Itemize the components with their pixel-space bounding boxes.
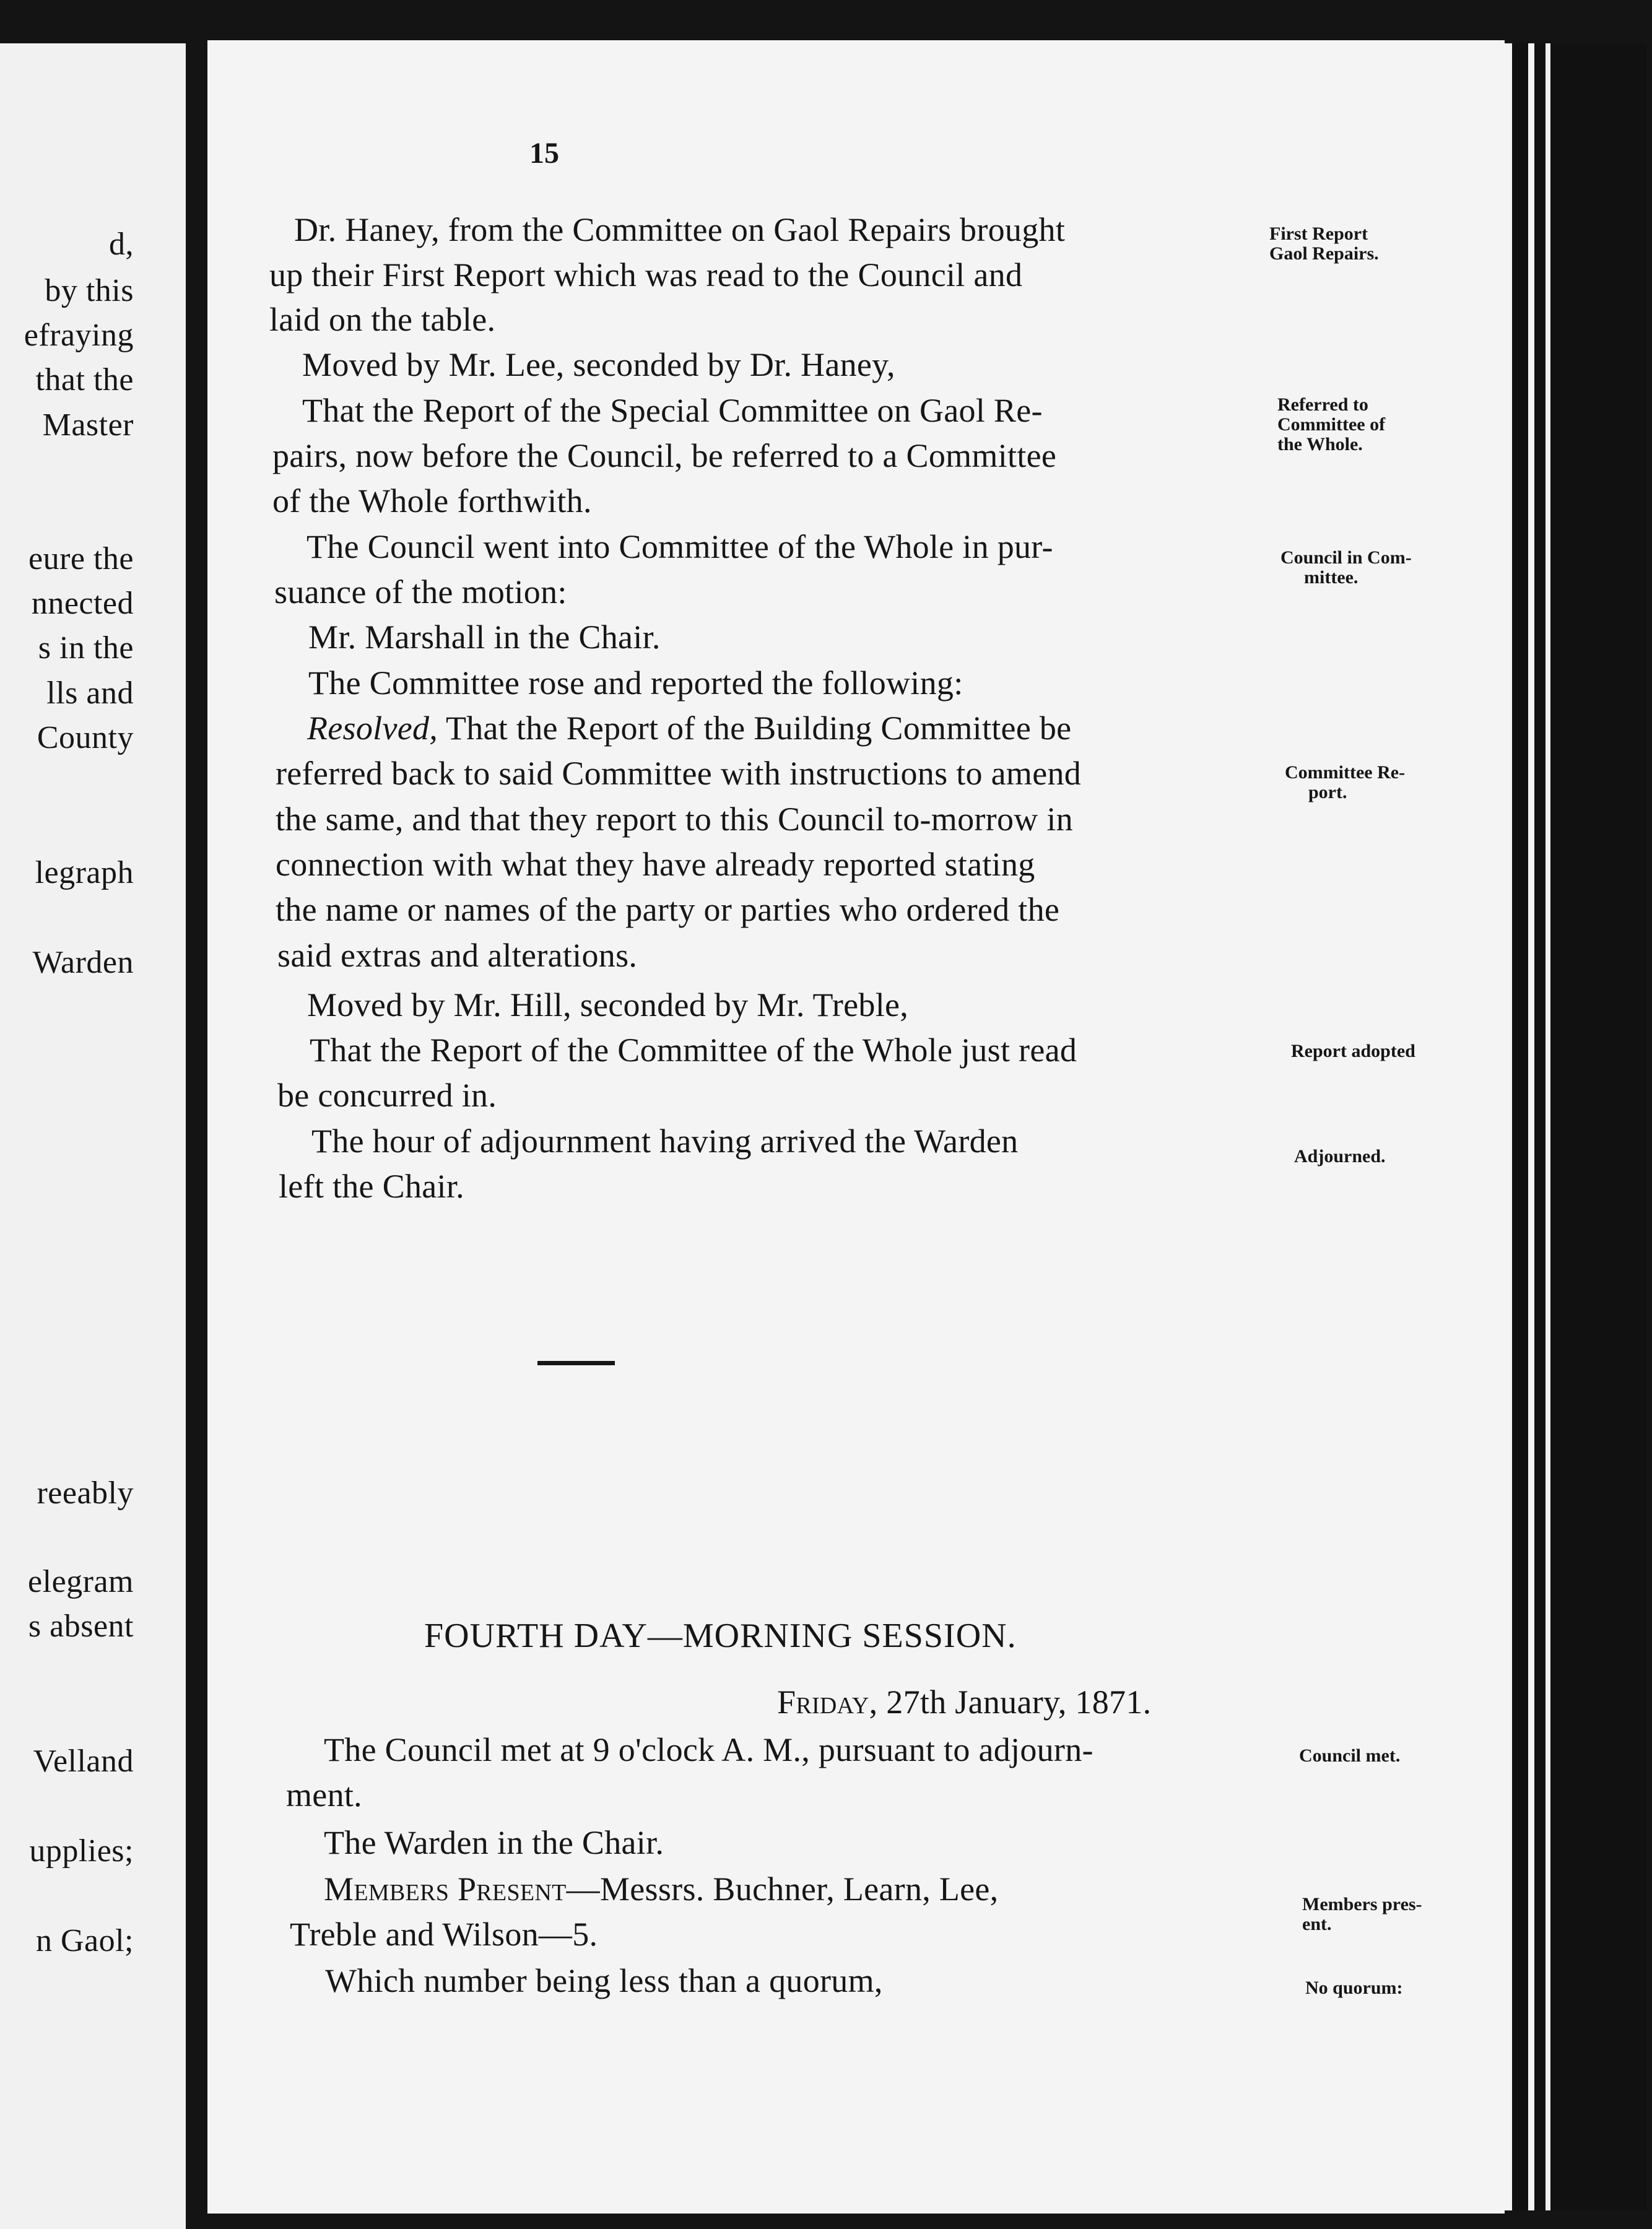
left-fragment: lls and <box>46 676 134 711</box>
page-number: 15 <box>529 137 559 170</box>
session-date <box>777 1683 1151 1721</box>
margin-note-line: Members pres- <box>1302 1894 1422 1914</box>
left-fragment: upplies; <box>29 1833 134 1869</box>
left-fragment: s absent <box>28 1609 134 1644</box>
margin-note-line: Council in Com- <box>1280 547 1412 568</box>
text-line: The Council went into Committee of the Whole in pur- <box>306 528 1053 565</box>
page-edge-right <box>1505 43 1647 2210</box>
resolved-line <box>307 709 1071 747</box>
left-fragment: d, <box>109 227 134 262</box>
margin-note-line: Report adopted <box>1291 1041 1415 1061</box>
margin-note-line: Committee Re- <box>1285 762 1406 783</box>
margin-note-line: Referred to <box>1277 394 1368 415</box>
left-fragment: reeably <box>37 1475 134 1511</box>
text-line: Mr. Marshall in the Chair. <box>308 619 661 656</box>
margin-note-line: the Whole. <box>1277 434 1363 454</box>
left-fragment: nnected <box>31 586 134 621</box>
margin-note-first-report <box>1269 224 1379 264</box>
text-line: The hour of adjournment having arrived the Warden <box>311 1123 1019 1160</box>
text-line: Moved by Mr. Hill, seconded by Mr. Treble, <box>307 986 909 1023</box>
margin-note-no-quorum <box>1305 1978 1403 1998</box>
margin-note-line: First Report <box>1269 224 1368 244</box>
text-line: connection with what they have already reported stating <box>276 846 1035 883</box>
margin-note-referred <box>1277 395 1385 454</box>
text-line: up their First Report which was read to the Council and <box>269 256 1023 293</box>
text-line: The Committee rose and reported the following: <box>308 664 963 702</box>
left-fragment: by this <box>45 273 134 308</box>
text-line: said extras and alterations. <box>277 937 638 974</box>
members-dash: — <box>566 1871 600 1908</box>
left-fragment: elegram <box>28 1564 134 1599</box>
text-line: the name or names of the party or parties who ordered the <box>276 891 1060 928</box>
text-line: be concurred in. <box>277 1077 497 1114</box>
resolved-word: Resolved, <box>307 710 438 747</box>
margin-note-council-in-committee <box>1280 548 1412 588</box>
margin-note-members-present <box>1302 1895 1422 1934</box>
left-fragment: that the <box>35 362 134 398</box>
text-line: suance of the motion: <box>274 573 567 610</box>
margin-note-line: Council met. <box>1299 1745 1401 1766</box>
section-divider <box>537 1361 615 1365</box>
left-fragment: County <box>37 720 134 755</box>
left-fragment: legraph <box>35 855 134 890</box>
margin-note-line: Committee of <box>1277 414 1386 435</box>
text-line: The Warden in the Chair. <box>324 1824 664 1861</box>
text-line: of the Whole forthwith. <box>272 482 592 519</box>
text-line: referred back to said Committee with instructions to amend <box>276 755 1082 792</box>
members-line <box>324 1870 998 1908</box>
text-line: That the Report of the Building Committee be <box>445 710 1072 747</box>
left-fragment: eure the <box>28 541 134 576</box>
margin-note-line: Gaol Repairs. <box>1269 243 1379 264</box>
text-line: pairs, now before the Council, be referred to a Committee <box>272 437 1057 474</box>
left-fragment: Warden <box>32 945 134 980</box>
margin-note-line: No quorum: <box>1305 1978 1403 1998</box>
text-line: Dr. Haney, from the Committee on Gaol Repairs brought <box>294 211 1066 248</box>
members-present-label: Members Present <box>324 1871 567 1908</box>
left-fragment: Master <box>42 407 134 443</box>
session-heading: FOURTH DAY—MORNING SESSION. <box>424 1617 1017 1655</box>
left-fragment: Velland <box>33 1744 134 1779</box>
margin-note-committee-report <box>1285 763 1405 802</box>
left-page-edge <box>0 43 186 2229</box>
text-line: Treble and Wilson—5. <box>290 1916 598 1953</box>
margin-note-adjourned <box>1294 1147 1386 1167</box>
text-line: Which number being less than a quorum, <box>325 1962 883 1999</box>
left-fragment: efraying <box>24 318 134 353</box>
date-rest: 27th January, 1871. <box>886 1684 1152 1721</box>
text-line: laid on the table. <box>269 301 496 338</box>
margin-note-line: Adjourned. <box>1294 1146 1386 1167</box>
left-fragment: n Gaol; <box>35 1923 134 1958</box>
text-line: The Council met at 9 o'clock A. M., pursuant to adjourn- <box>324 1731 1093 1768</box>
margin-note-report-adopted <box>1291 1041 1415 1061</box>
margin-note-council-met <box>1299 1746 1400 1766</box>
text-line: Moved by Mr. Lee, seconded by Dr. Haney, <box>302 346 895 383</box>
text-line: the same, and that they report to this Council to-morrow in <box>276 801 1073 838</box>
text-line: ment. <box>286 1776 362 1814</box>
date-weekday: Friday, <box>777 1684 878 1721</box>
members-names: Messrs. Buchner, Learn, Lee, <box>599 1871 999 1908</box>
text-line: That the Report of the Committee of the Whole just read <box>310 1032 1077 1069</box>
text-line: That the Report of the Special Committee on Gaol Re- <box>302 392 1043 429</box>
margin-note-line: mittee. <box>1304 567 1359 588</box>
left-fragment: s in the <box>38 630 134 666</box>
margin-note-line: port. <box>1308 782 1347 802</box>
margin-note-line: ent. <box>1302 1914 1332 1934</box>
text-line: left the Chair. <box>279 1168 464 1205</box>
